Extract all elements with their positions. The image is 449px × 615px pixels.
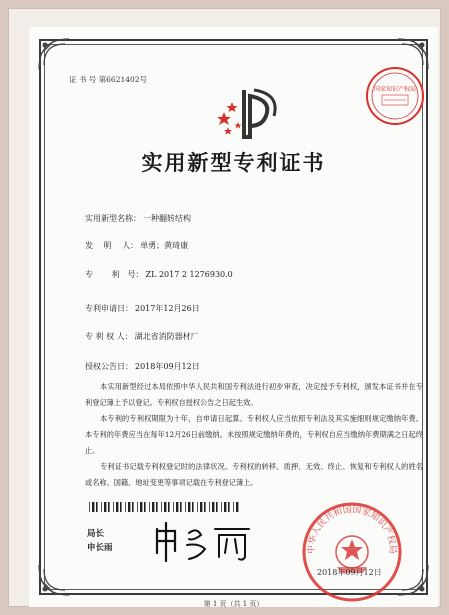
signature-title: 局长: [87, 529, 105, 539]
certificate-paper: [29, 27, 438, 607]
barcode-bar: [209, 502, 210, 512]
page-number: 第 1 页（共 1 页）: [203, 600, 264, 608]
certificate-number: 证 书 号 第6621402号: [69, 75, 148, 84]
certificate-title: 实用新型专利证书: [141, 150, 326, 175]
patent-office-logo-icon: [214, 82, 284, 142]
barcode-bar: [101, 502, 102, 512]
field-patentee: [85, 331, 199, 342]
barcode-bar: [236, 502, 238, 512]
field-grant-date: [85, 361, 200, 372]
signature-block: [87, 527, 113, 555]
barcode-bar: [192, 502, 194, 512]
barcode-bar: [113, 502, 114, 512]
field-value: 湖北省消防器材厂: [134, 332, 199, 341]
barcode-bar: [185, 502, 186, 512]
barcode-bar: [200, 502, 202, 512]
barcode-bar: [125, 502, 126, 512]
barcode-bar: [204, 502, 206, 512]
barcode-bar: [197, 502, 198, 512]
barcode-bar: [233, 502, 234, 512]
field-value: 2018年09月12日: [135, 362, 200, 371]
barcode-bar: [176, 502, 178, 512]
barcode-bar: [128, 502, 130, 512]
certificate-frame: [8, 8, 441, 607]
barcode-bar: [221, 502, 222, 512]
barcode-bar: [188, 502, 190, 512]
barcode-bar: [132, 502, 134, 512]
field-patent-number: [85, 269, 233, 280]
barcode-bar: [180, 502, 182, 512]
field-value: ZL 2017 2 1276930.0: [145, 270, 233, 279]
barcode-bar: [89, 502, 90, 512]
barcode-bar: [144, 502, 146, 512]
official-red-seal: [297, 497, 407, 607]
barcode: [89, 497, 239, 507]
barcode-bar: [216, 502, 218, 512]
barcode-bar: [156, 502, 158, 512]
field-label: 专利申请日：: [85, 304, 133, 313]
barcode-bar: [152, 502, 154, 512]
signature-name: 申长雨: [87, 543, 113, 553]
field-label: 实用新型名称：: [85, 214, 141, 223]
barcode-bar: [173, 502, 174, 512]
field-inventor: [85, 240, 188, 251]
field-label: 授权公告日：: [85, 362, 133, 371]
barcode-bar: [116, 502, 118, 512]
body-paragraph: 专利证书记载专利权登记时的法律状况。专利权的转移、质押、无效、终止、恢复和专利权人的姓名或名称、国籍、地址变更等事项记载在专利登记簿上。: [85, 462, 423, 487]
field-utility-name: [85, 213, 191, 224]
barcode-bar: [108, 502, 110, 512]
body-paragraph: 本实用新型经过本局依照中华人民共和国专利法进行初步审查，决定授予专利权，颁发本证书并在专利登记簿上予以登记。专利权自授权公告之日起生效。: [85, 382, 423, 407]
corner-ornament-top-left: [35, 35, 73, 73]
barcode-bar: [96, 502, 98, 512]
field-label: 专 利 权 人：: [85, 332, 133, 341]
seal-date: 2018年09月12日: [317, 568, 382, 577]
body-paragraph: 本专利的专利权期限为十年，自申请日起算。专利权人应当依照专利法及其实施细则规定缴纳年费。本专利的年费应当在每年12月26日前缴纳。未按照规定缴纳年费的，专利权自应当缴纳年费期满之日起终止。: [85, 414, 423, 455]
field-value: 2017年12月26日: [135, 304, 200, 313]
field-value: 一种翻转结构: [143, 214, 191, 223]
barcode-bar: [120, 502, 122, 512]
corner-ornament-bottom-left: [35, 561, 73, 599]
field-application-date: [85, 303, 200, 314]
barcode-bar: [164, 502, 166, 512]
barcode-bar: [228, 502, 230, 512]
barcode-bar: [161, 502, 162, 512]
barcode-bar: [137, 502, 138, 512]
barcode-bar: [104, 502, 106, 512]
top-red-seal: [364, 65, 426, 127]
field-label: 专 利 号：: [85, 270, 144, 279]
field-value: 单勇；黄琦康: [140, 241, 189, 250]
top-seal-text: 国家知识产权局: [373, 86, 417, 93]
handwritten-signature: [149, 519, 259, 564]
barcode-bar: [92, 502, 94, 512]
certificate-body: [85, 379, 423, 491]
barcode-bar: [168, 502, 170, 512]
barcode-bar: [224, 502, 226, 512]
field-label: 发 明 人：: [85, 241, 139, 250]
seal-org-text: 中华人民共和国国家知识产权局: [306, 505, 398, 555]
barcode-bar: [140, 502, 142, 512]
barcode-bar: [149, 502, 150, 512]
barcode-bar: [212, 502, 214, 512]
